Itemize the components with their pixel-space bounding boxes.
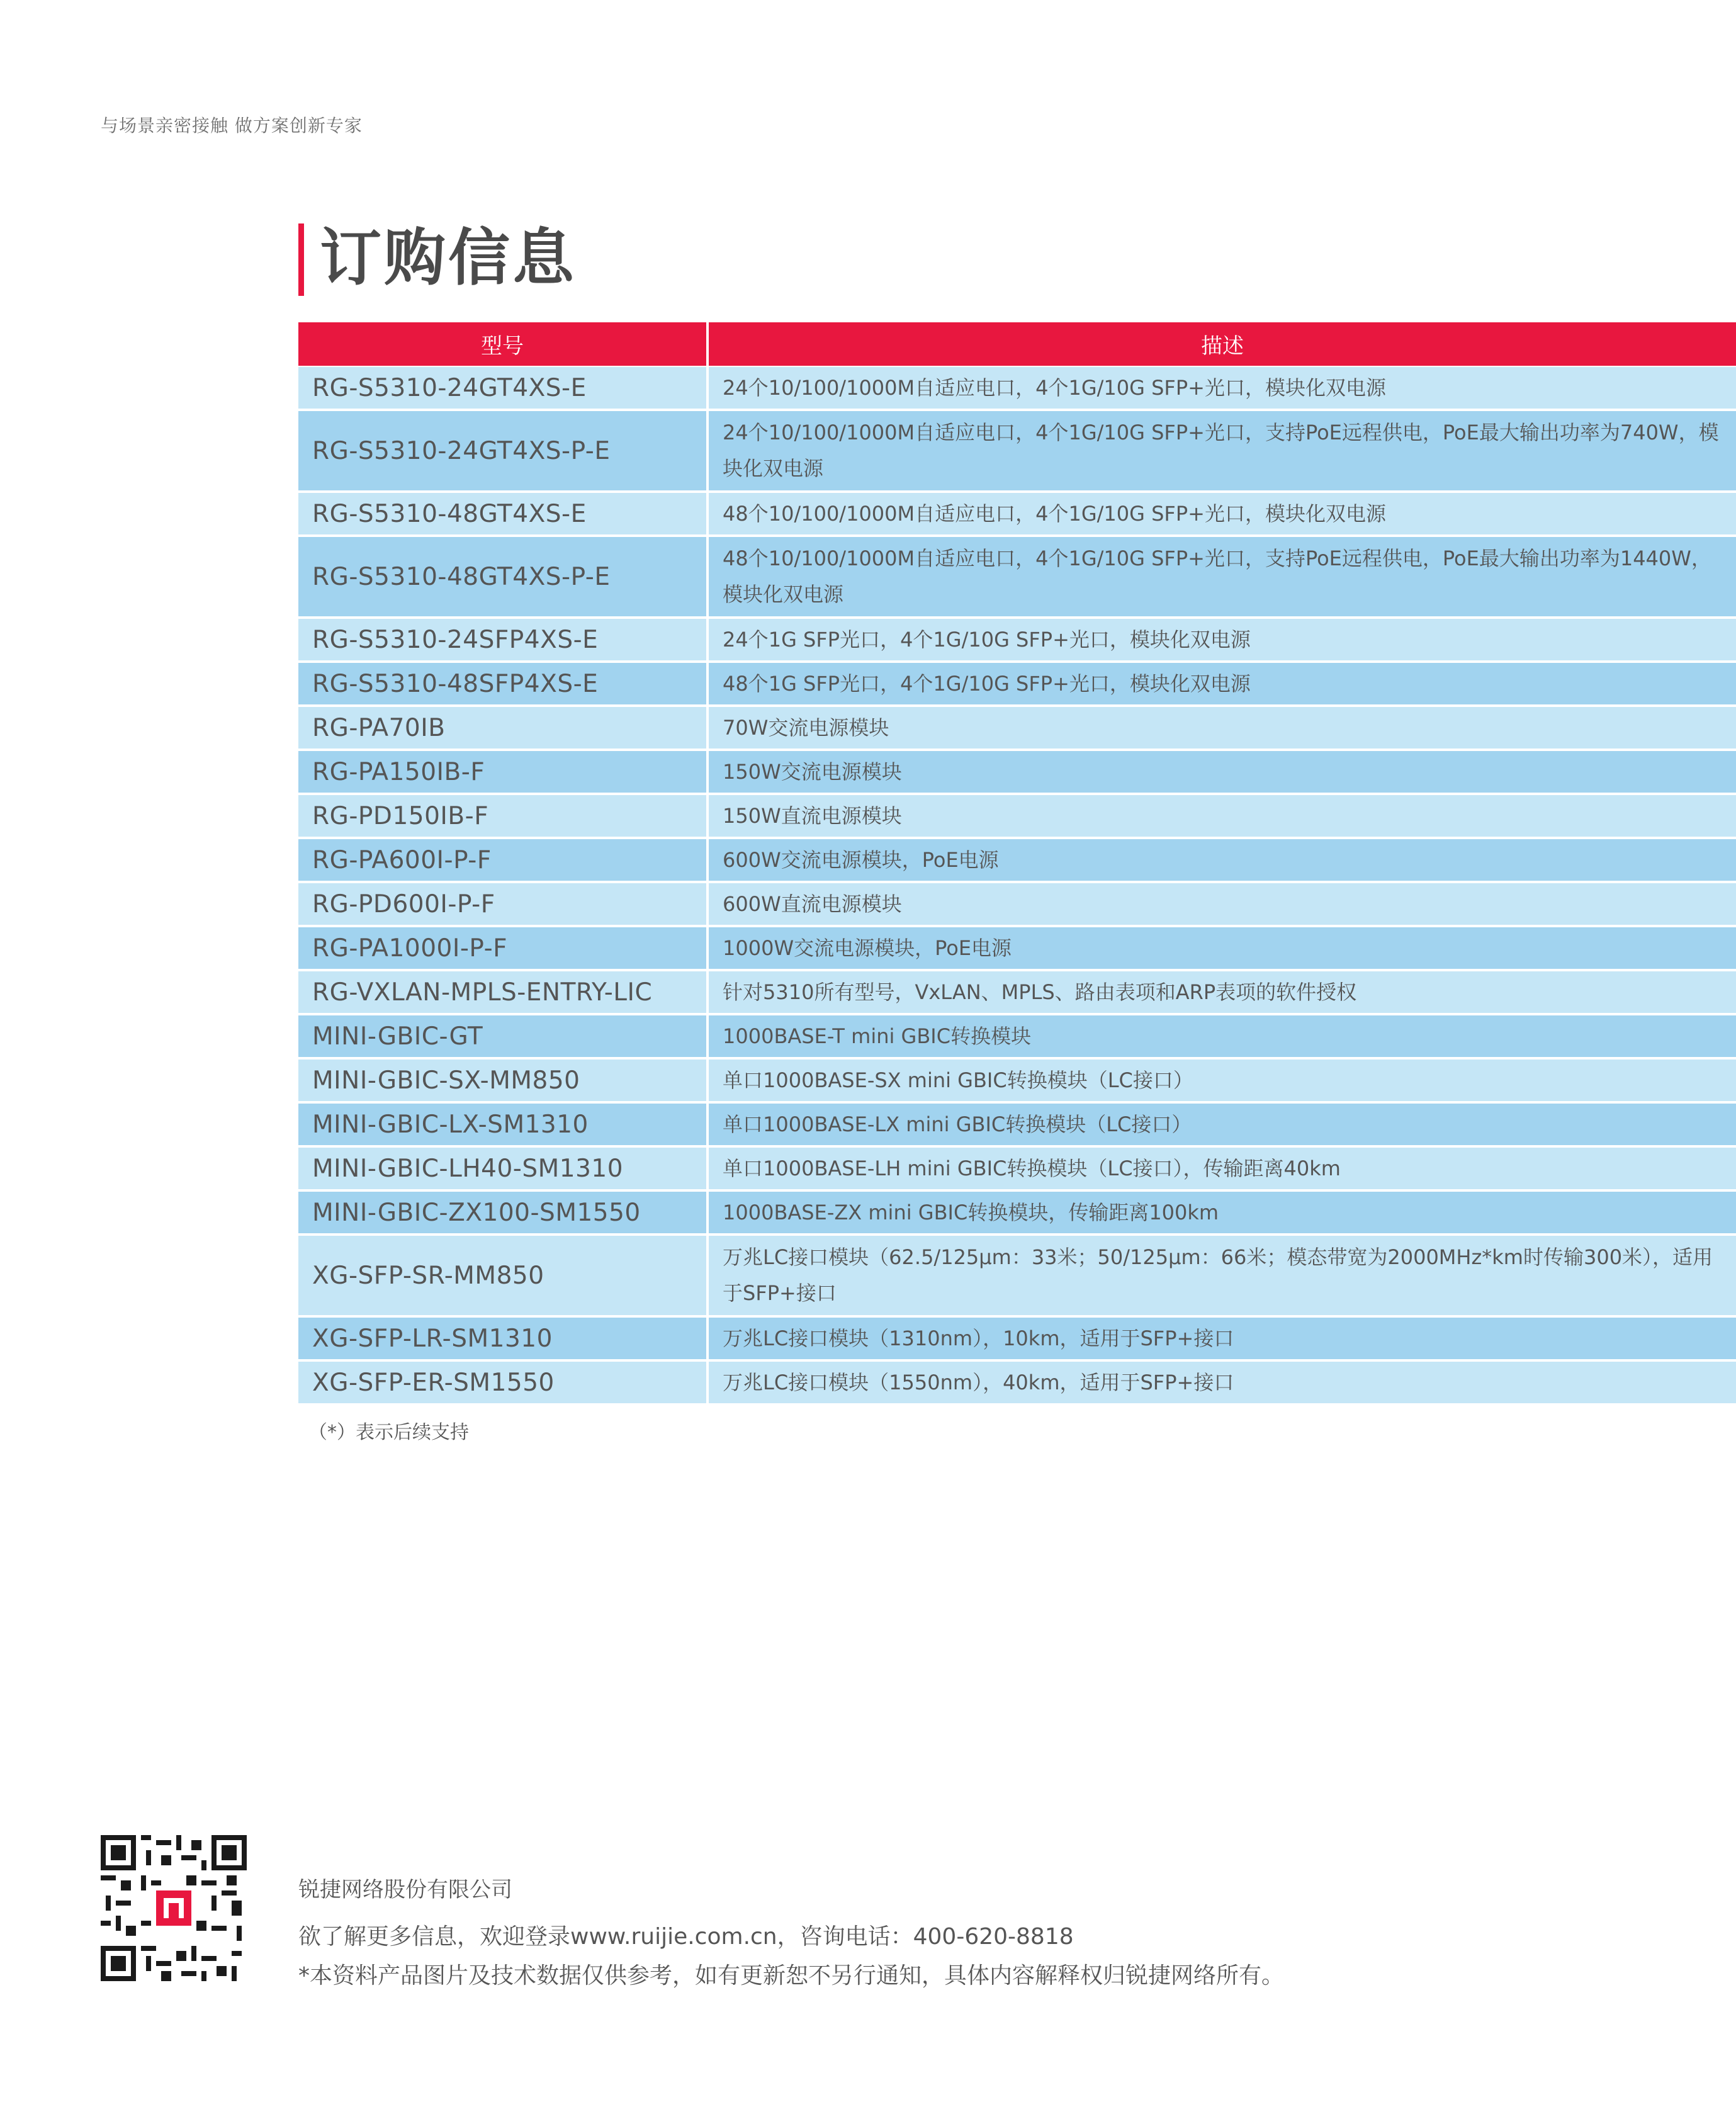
model-cell: RG-S5310-48GT4XS-P-E [298,537,709,619]
qr-code-icon [101,1835,247,1981]
description-cell: 万兆LC接口模块（1550nm），40km，适用于SFP+接口 [709,1362,1736,1406]
model-cell: XG-SFP-ER-SM1550 [298,1362,709,1406]
description-cell: 24个10/100/1000M自适应电口，4个1G/10G SFP+光口，支持PoE远程供电，PoE最大输出功率为740W，模块化双电源 [709,411,1736,493]
model-cell: MINI-GBIC-SX-MM850 [298,1060,709,1104]
table-row [298,1060,1736,1104]
description-cell: 48个1G SFP光口，4个1G/10G SFP+光口，模块化双电源 [709,663,1736,707]
table-row [298,1104,1736,1148]
description-cell: 单口1000BASE-LX mini GBIC转换模块（LC接口） [709,1104,1736,1148]
title-accent-bar [298,223,304,296]
column-header-model: 型号 [298,322,709,367]
table-row [298,1236,1736,1318]
model-cell: RG-VXLAN-MPLS-ENTRY-LIC [298,971,709,1015]
description-cell: 600W直流电源模块 [709,883,1736,927]
header-slogan: 与场景亲密接触 做方案创新专家 [101,115,363,136]
model-cell: RG-PA150IB-F [298,751,709,795]
model-cell: RG-PD600I-P-F [298,883,709,927]
description-cell: 单口1000BASE-SX mini GBIC转换模块（LC接口） [709,1060,1736,1104]
table-row [298,795,1736,839]
model-cell: RG-PA70IB [298,707,709,751]
table-row [298,493,1736,537]
table-row [298,883,1736,927]
description-cell: 24个1G SFP光口，4个1G/10G SFP+光口，模块化双电源 [709,619,1736,663]
model-cell: RG-PD150IB-F [298,795,709,839]
description-cell: 单口1000BASE-LH mini GBIC转换模块（LC接口），传输距离40km [709,1148,1736,1192]
description-cell: 150W交流电源模块 [709,751,1736,795]
table-row [298,1148,1736,1192]
page-title: 订购信息 [320,222,577,294]
model-cell: RG-S5310-24GT4XS-P-E [298,411,709,493]
model-cell: MINI-GBIC-LX-SM1310 [298,1104,709,1148]
table-row [298,1192,1736,1236]
table-row [298,1362,1736,1406]
description-cell: 万兆LC接口模块（62.5/125μm：33米；50/125μm：66米；模态带宽为2000MHz*km时传输300米），适用于SFP+接口 [709,1236,1736,1318]
description-cell: 针对5310所有型号，VxLAN、MPLS、路由表项和ARP表项的软件授权 [709,971,1736,1015]
footnote: （*）表示后续支持 [308,1421,469,1444]
table-header-row [298,322,1736,367]
model-cell: RG-S5310-24GT4XS-E [298,367,709,411]
model-cell: XG-SFP-LR-SM1310 [298,1318,709,1362]
model-cell: RG-S5310-48GT4XS-E [298,493,709,537]
table-row [298,1015,1736,1060]
model-cell: MINI-GBIC-GT [298,1015,709,1060]
table-row [298,927,1736,971]
table-row [298,751,1736,795]
description-cell: 1000BASE-T mini GBIC转换模块 [709,1015,1736,1060]
description-cell: 24个10/100/1000M自适应电口，4个1G/10G SFP+光口，模块化双电源 [709,367,1736,411]
model-cell: RG-S5310-48SFP4XS-E [298,663,709,707]
order-table [298,322,1736,1406]
table-row [298,619,1736,663]
model-cell: MINI-GBIC-ZX100-SM1550 [298,1192,709,1236]
description-cell: 1000W交流电源模块，PoE电源 [709,927,1736,971]
model-cell: MINI-GBIC-LH40-SM1310 [298,1148,709,1192]
model-cell: RG-S5310-24SFP4XS-E [298,619,709,663]
table-row [298,663,1736,707]
footer-disclaimer: *本资料产品图片及技术数据仅供参考，如有更新恕不另行通知，具体内容解释权归锐捷网络所有。 [298,1963,1285,1989]
table-row [298,367,1736,411]
description-cell: 70W交流电源模块 [709,707,1736,751]
table-row [298,971,1736,1015]
table-row [298,707,1736,751]
model-cell: RG-PA600I-P-F [298,839,709,883]
model-cell: XG-SFP-SR-MM850 [298,1236,709,1318]
table-row [298,411,1736,493]
footer-company: 锐捷网络股份有限公司 [298,1877,512,1902]
description-cell: 48个10/100/1000M自适应电口，4个1G/10G SFP+光口，模块化双电源 [709,493,1736,537]
description-cell: 万兆LC接口模块（1310nm），10km，适用于SFP+接口 [709,1318,1736,1362]
table-row [298,1318,1736,1362]
description-cell: 48个10/100/1000M自适应电口，4个1G/10G SFP+光口，支持PoE远程供电，PoE最大输出功率为1440W，模块化双电源 [709,537,1736,619]
column-header-description: 描述 [709,322,1736,367]
description-cell: 1000BASE-ZX mini GBIC转换模块，传输距离100km [709,1192,1736,1236]
table-row [298,537,1736,619]
description-cell: 150W直流电源模块 [709,795,1736,839]
footer-contact: 欲了解更多信息，欢迎登录www.ruijie.com.cn，咨询电话：400-620-8818 [298,1924,1074,1950]
table-row [298,839,1736,883]
description-cell: 600W交流电源模块，PoE电源 [709,839,1736,883]
model-cell: RG-PA1000I-P-F [298,927,709,971]
